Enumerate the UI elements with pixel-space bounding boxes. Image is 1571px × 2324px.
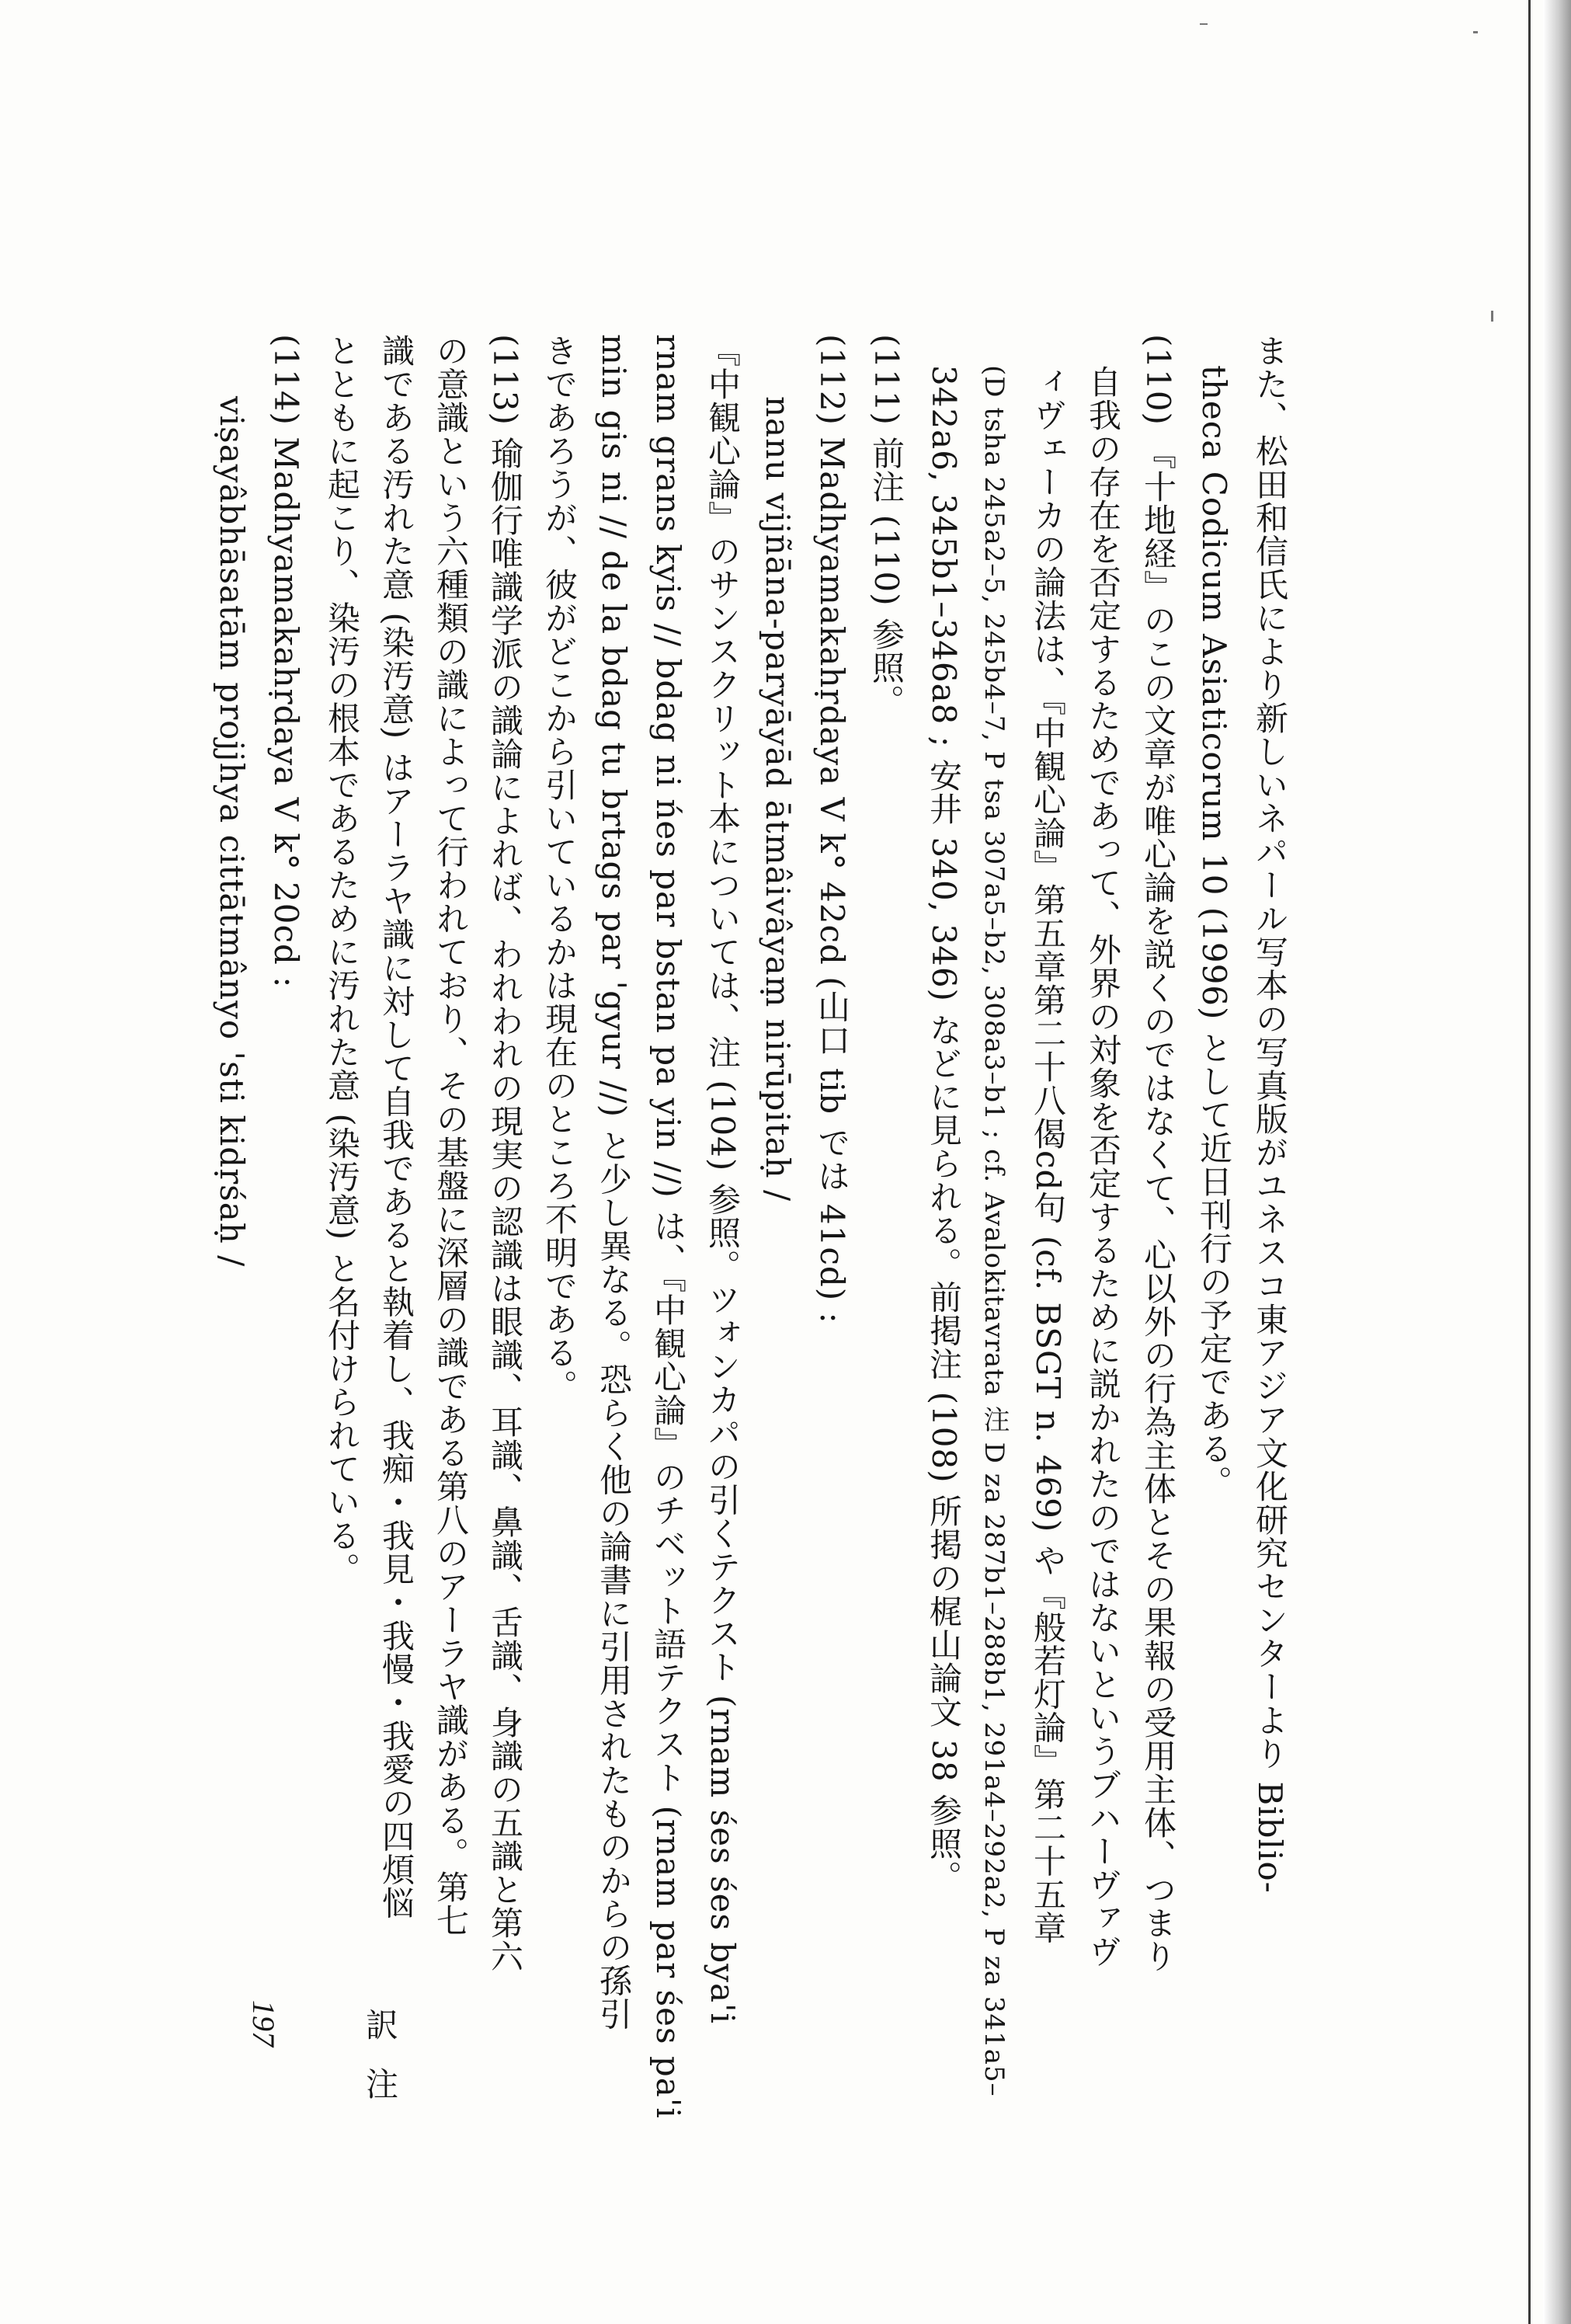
note-110-line-3: ィヴェーカの論法は、『中観心論』第五章第二十八偈cd句 (cf. BSGT n. 469) や『般若灯論』第二十五章 [1029, 365, 1067, 1945]
note-110-line-2: 自我の存在を否定するためであって、外界の対象を否定するために説かれたのではないというブハーヴァヴ [1084, 365, 1122, 1968]
note-114-verse: viṣayâbhāsatām projjhya cittātmânyo 'sti kidṛśaḥ / [213, 396, 251, 1268]
page-number: 197 [246, 2000, 281, 2047]
text-line-02: theca Codicum Asiaticorum 10 (1996) として近日刊行の予定である。 [1195, 365, 1233, 1499]
note-112-line-4: rnam grans kyis // bdag ni ńes par bstan pa yin //) は、『中観心論』のチベット語テクスト (rnam par śes pa'i [649, 334, 687, 2119]
note-110-line-4: (D tsha 245a2–5, 245b4–7, P tsa 307a5–b2, 308a3–b1 ; cf. Avalokitavrata 注 D za 287b1–288b1, 291a4–292a2, P za 341a5– [978, 365, 1010, 2097]
note-113-line-4: とともに起こり、染汚の根本であるために汚れた意 (染汚意) と名付けられている。 [323, 334, 361, 1586]
scan-speck [1491, 311, 1493, 322]
scan-speck [1200, 23, 1208, 25]
running-head: 訳注 [361, 2008, 397, 2126]
book-edge-line [1528, 0, 1531, 2324]
note-110-line-1: (110) 『十地経』のこの文章が唯心論を説くのではなくて、心以外の行為主体とその果報の受用主体、つまり [1139, 334, 1177, 1974]
note-112-verse: nanu vijñāna-paryāyād ātmâivâyaṃ nirūpitaḥ / [759, 396, 797, 1202]
note-111: (111) 前注 (110) 参照。 [867, 334, 905, 718]
text-line-01: また、松田和信氏により新しいネパール写本の写真版がユネスコ東アジア文化研究センターより Biblio- [1251, 334, 1289, 1894]
note-112-line-3: 『中観心論』のサンスクリット本については、注 (104) 参照。ツォンカパの引くテクスト (rnam śes śes bya'i [704, 334, 742, 2024]
note-113-line-1: (113) 瑜伽行唯識学派の識論によれば、われわれの現実の認識は眼識、耳識、鼻識、舌識、身識の五識と第六 [486, 334, 524, 1974]
note-112-line-6: きであろうが、彼がどこから引いているかは現在のところ不明である。 [540, 334, 579, 1403]
book-edge-shadow [1543, 0, 1571, 2324]
note-110-line-5: 342a6, 345b1–346a8 ; 安井 340, 346) などに見られる。前掲注 (108) 所掲の梶山論文 38 参照。 [925, 365, 963, 1894]
note-112-line-1: (112) Madhyamakahṛdaya V k° 42cd (山口 tib では 41cd) : [813, 334, 851, 1324]
note-112-line-5: min gis ni // de la bdag tu brtags par 'gyur //) と少し異なる。恐らく他の論書に引用されたものからの孫引 [595, 334, 633, 2031]
note-113-line-3: 識である汚れた意 (染汚意) はアーラヤ識に対して自我であると執着し、我痴・我見・我慢・我愛の四煩悩 [377, 334, 415, 1920]
note-113-line-2: の意識という六種類の識によって行われており、その基盤に深層の識である第八のアーラヤ識がある。第七 [432, 334, 470, 1937]
scan-speck [1473, 31, 1478, 33]
note-114-line-1: (114) Madhyamakahṛdaya V k° 20cd : [267, 334, 305, 989]
